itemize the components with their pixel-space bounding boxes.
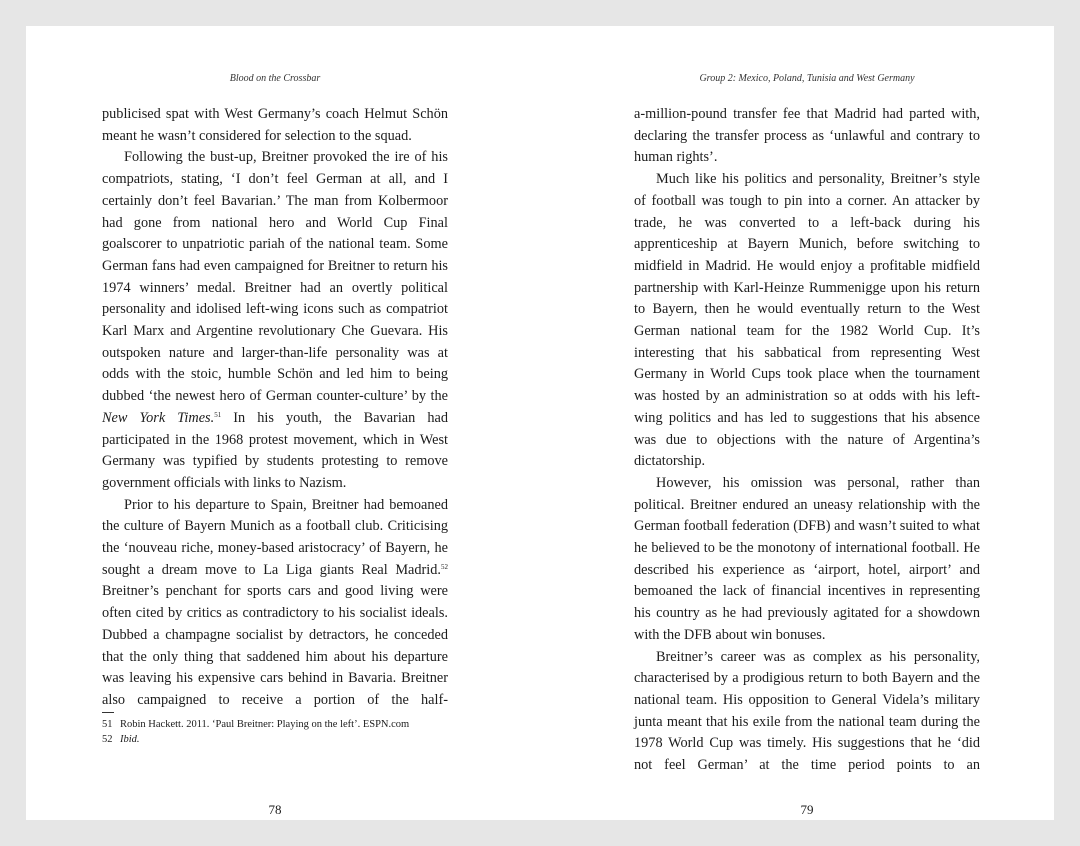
left-page	[26, 26, 540, 820]
footnote	[102, 717, 448, 732]
page-number-right: 79	[800, 802, 814, 817]
book-spread	[26, 26, 1054, 820]
paragraph: Breitner’s career was as complex as his personality, characterised by a prodigious return to both Bayern and the national team. His opposition to General Videla’s military junta meant that his exile from the national team during the 1978 World Cup was timely. His suggestions that he ‘did not feel German’ at the time period points to an	[634, 648, 980, 774]
footnote-rule	[102, 712, 114, 713]
running-head-right: Group 2: Mexico, Poland, Tunisia and West Germany	[699, 73, 915, 84]
footnote-number: 52	[102, 734, 113, 745]
paragraph: However, his omission was personal, rather than political. Breitner endured an uneasy relationship with the German football federation (DFB) and wasn’t suited to what he believed to be the monotony of international football. He described his experience as ‘airport, hotel, airport’ and bemoaned the lack of financial incentives in representing his country as he had previously agitated for a showdown with the DFB about win bonuses.	[634, 474, 980, 643]
paragraph: Much like his politics and personality, Breitner’s style of football was tough to pin into a corner. An attacker by trade, he was converted to a left-back during his apprenticeship at Bayern Munich, before switching to midfield in Madrid. He would enjoy a profitable midfield partnership with Karl-Heinze Rummenigge upon his return to Bayern, then he would eventually return to the West German national team for the 1982 World Cup. It’s interesting that his sabbatical from representing West Germany in World Cups took place when the tournament was hosted by an administration so at odds with his left-wing politics and has led to suggestions that his absence was due to objections with the nature of Argentina’s dictatorship.	[634, 171, 980, 470]
footnote-text: Ibid.	[120, 734, 140, 745]
footnotes	[102, 712, 448, 747]
footnote-text: Robin Hackett. 2011. ‘Paul Breitner: Playing on the left’. ESPN.com	[120, 719, 410, 730]
paragraph: publicised spat with West Germany’s coach Helmut Schön meant he wasn’t considered for selection to the squad.	[102, 106, 448, 144]
footnote-ref: 52	[441, 562, 448, 571]
paragraph-text: Breitner’s penchant for sports cars and good living were often cited by critics as contradictory to his socialist ideals. Dubbed a champagne socialist by detractors, he conceded that the only thing that saddened him about his departure was leaving his expensive cars behind in Bavaria. Breitner also campaigned to receive a portion of the half-	[102, 583, 448, 708]
paragraph	[102, 495, 448, 712]
body-text-right	[634, 104, 980, 777]
paragraph-text: Following the bust-up, Breitner provoked the ire of his compatriots, stating, ‘I don’t feel German at all, and I certainly don’t feel Bavarian.’ The man from Kolbermoor had gone from national hero and World Cup Final goalscorer to unpatriotic pariah of the national team. Some German fans had even campaigned for Breitner to return his 1974 winners’ medal. Breitner had an overtly political personality and idolised left-wing icons such as compatriot Karl Marx and Argentine revolutionary Che Guevara. His outspoken nature and larger-than-life personality was at odds with the stoic, humble Schön and led him to being dubbed ‘the newest hero of German counter-culture’ by the	[102, 149, 448, 405]
running-head-left: Blood on the Crossbar	[229, 73, 321, 84]
paragraph	[102, 147, 448, 494]
footnote-number: 51	[102, 719, 113, 730]
footnote	[102, 732, 448, 747]
paragraph-text: Prior to his departure to Spain, Breitner had bemoaned the culture of Bayern Munich as a football club. Criticising the ‘nouveau riche, money-based aristocracy’ of Bayern, he sought a dream move to La Liga giants Real Madrid.	[102, 496, 448, 578]
footnote-ref: 51	[214, 410, 222, 419]
page-number-left: 78	[268, 802, 282, 817]
paragraph: a-million-pound transfer fee that Madrid had parted with, declaring the transfer process as ‘unlawful and contrary to human rights’.	[634, 106, 980, 166]
publication-title: New York Times.	[102, 409, 215, 426]
paragraph-text: In his youth, the Bavarian had participated in the 1968 protest movement, which in West Germany was typified by students protesting to remove government officials with links to Nazism.	[102, 409, 448, 491]
right-page	[540, 26, 1054, 820]
body-text-left	[102, 104, 448, 712]
